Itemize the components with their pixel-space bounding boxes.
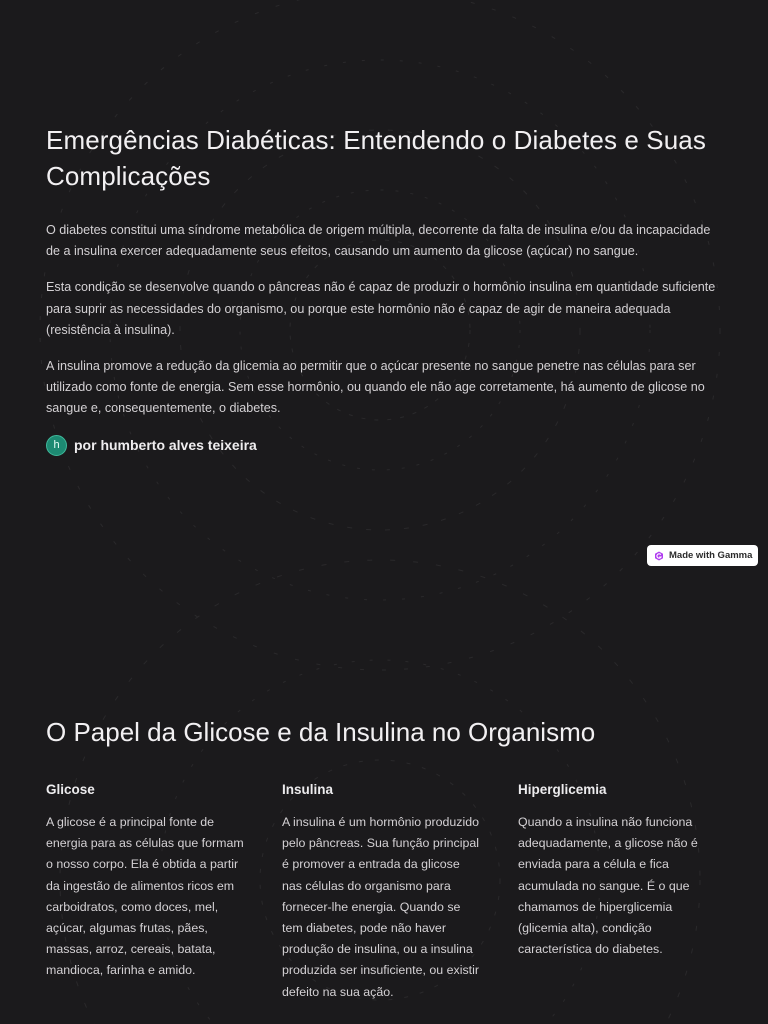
column-insulina xyxy=(282,780,482,1003)
page-title: Emergências Diabéticas: Entendendo o Diabetes e Suas Complicações xyxy=(46,125,706,191)
glucose-insulin-section xyxy=(46,714,736,1003)
column-title: Insulina xyxy=(282,782,334,797)
intro-paragraph-2: Esta condição se desenvolve quando o pâncreas não é capaz de produzir o hormônio insulina em quantidade suficiente para suprir as necessidades do organismo, ou porque este hormônio não é capaz de agir de maneira adequada (resistência à insulina). xyxy=(46,280,716,337)
gamma-logo-icon xyxy=(654,551,664,561)
author-avatar: h xyxy=(46,435,67,456)
made-with-gamma-badge[interactable] xyxy=(647,545,758,566)
section-title: O Papel da Glicose e da Insulina no Organismo xyxy=(46,717,596,747)
intro-section xyxy=(46,122,726,456)
gamma-badge-label: Made with Gamma xyxy=(669,550,753,561)
intro-paragraph-3: A insulina promove a redução da glicemia ao permitir que o açúcar presente no sangue penetre nas células para ser utilizado como fonte de energia. Sem esse hormônio, ou quando ele não age corretamente, há aumento de glicose no sangue e, consequentemente, o diabetes. xyxy=(46,359,705,416)
intro-paragraph-1: O diabetes constitui uma síndrome metabólica de origem múltipla, decorrente da falta de insulina e/ou da incapacidade de a insulina exercer adequadamente seus efeitos, causando um aumento da glicose (açúcar) no sangue. xyxy=(46,223,711,259)
author-byline[interactable] xyxy=(46,435,726,456)
column-text: Quando a insulina não funciona adequadamente, a glicose não é enviada para a célula e fica acumulada no sangue. É o que chamamos de hiperglicemia (glicemia alta), condição característica do diabetes. xyxy=(518,815,698,957)
author-name: por humberto alves teixeira xyxy=(74,437,257,454)
column-glicose xyxy=(46,780,246,1003)
column-text: A insulina é um hormônio produzido pelo pâncreas. Sua função principal é promover a entrada da glicose nas células do organismo para fornecer-lhe energia. Quando se tem diabetes, pode não haver produção de insulina, ou a insulina produzida ser insuficiente, ou existir defeito na sua ação. xyxy=(282,815,480,999)
column-hiperglicemia xyxy=(518,780,718,1003)
column-title: Glicose xyxy=(46,782,95,797)
info-columns xyxy=(46,780,736,1003)
column-text: A glicose é a principal fonte de energia para as células que formam o nosso corpo. Ela é obtida a partir da ingestão de alimentos ricos em carboidratos, como doces, mel, açúcar, algumas frutas, pães, massas, arroz, cereais, batata, mandioca, farinha e amido. xyxy=(46,815,244,978)
column-title: Hiperglicemia xyxy=(518,782,607,797)
